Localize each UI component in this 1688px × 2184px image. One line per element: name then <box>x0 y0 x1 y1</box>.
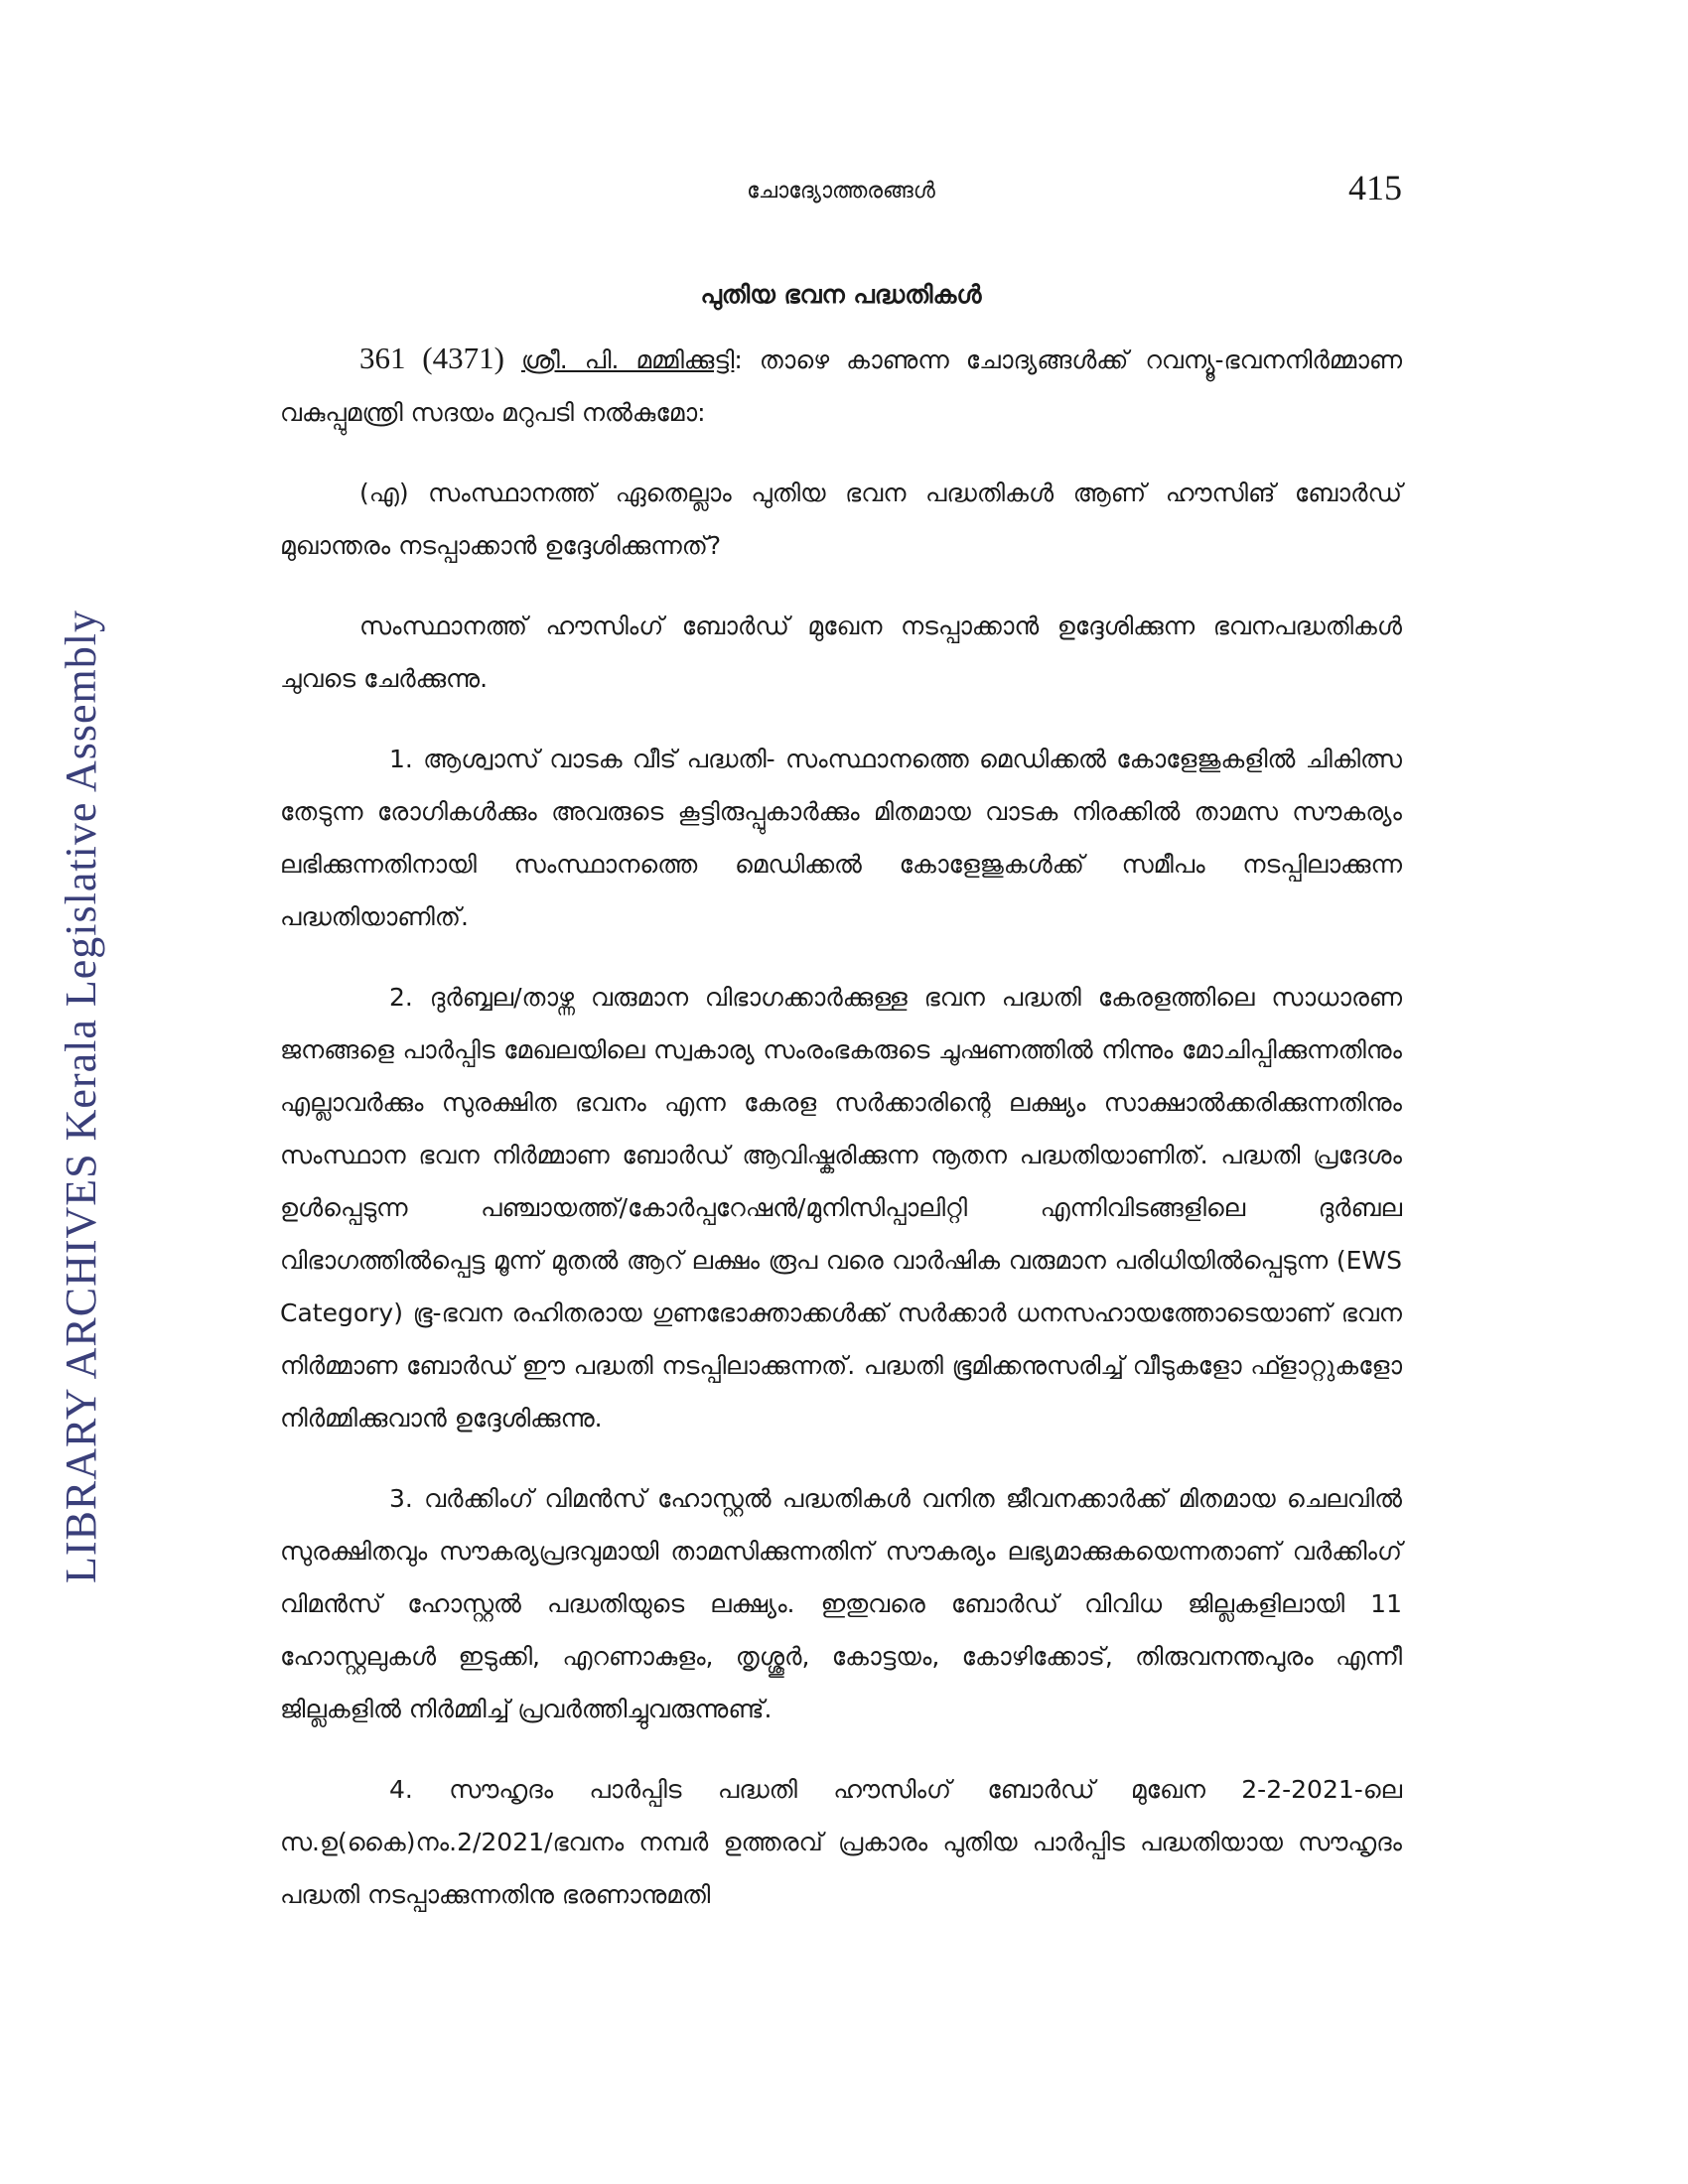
answer-intro: സംസ്ഥാനത്ത് ഹൗസിംഗ് ബോർഡ് മുഖേന നടപ്പാക്കാൻ ഉദ്ദേശിക്കുന്ന ഭവനപദ്ധതികൾ ചുവടെ ചേർക്കുന്നു. <box>280 612 1402 693</box>
answer-item-3: 3. വർക്കിംഗ് വിമൻസ് ഹോസ്റ്റൽ പദ്ധതികൾ വനിത ജീവനക്കാർക്ക് മിതമായ ചെലവിൽ സുരക്ഷിതവും സൗകര്യപ്രദവുമായി താമസിക്കുന്നതിന് സൗകര്യം ലഭ്യമാക്കുകയെന്നതാണ് വർക്കിംഗ് വിമൻസ് ഹോസ്റ്റൽ പദ്ധതിയുടെ ലക്ഷ്യം. ഇതുവരെ ബോർഡ് വിവിധ ജില്ലകളിലായി 11 ഹോസ്റ്റലുകൾ ഇടുക്കി, എറണാകുളം, തൃശ്ശൂർ, കോട്ടയം, കോഴിക്കോട്, തിരുവനന്തപുരം എന്നീ ജില്ലകളിൽ നിർമ്മിച്ച് പ്രവർത്തിച്ചുവരുന്നുണ്ട്. <box>280 1484 1402 1723</box>
section-heading: പുതിയ ഭവന പദ്ധതികൾ <box>700 280 982 309</box>
answer-item-1: 1. ആശ്വാസ് വാടക വീട് പദ്ധതി- സംസ്ഥാനത്തെ മെഡിക്കൽ കോളേജുകളിൽ ചികിത്സ തേടുന്ന രോഗികൾക്കും അവരുടെ കൂട്ടിരുപ്പുകാർക്കും മിതമായ വാടക നിരക്കിൽ താമസ സൗകര്യം ലഭിക്കുന്നതിനായി സംസ്ഥാനത്തെ മെഡിക്കൽ കോളേജുകൾക്ക് സമീപം നടപ്പിലാക്കുന്ന പദ്ധതിയാണിത്. <box>280 745 1402 931</box>
running-title: ചോദ്യോത്തരങ്ങൾ <box>747 179 935 204</box>
page-number: 415 <box>1348 168 1402 207</box>
library-watermark: LIBRARY ARCHIVES Kerala Legislative Assembly <box>57 610 105 1583</box>
document-body <box>280 268 1402 1921</box>
answer-item-2: 2. ദുർബ്ബല/താഴ്ന്ന വരുമാന വിഭാഗക്കാർക്കുള്ള ഭവന പദ്ധതി കേരളത്തിലെ സാധാരണ ജനങ്ങളെ പാർപ്പിട മേഖലയിലെ സ്വകാര്യ സംരംഭകരുടെ ചൂഷണത്തിൽ നിന്നും മോചിപ്പിക്കുന്നതിനും എല്ലാവർക്കും സുരക്ഷിത ഭവനം എന്ന കേരള സർക്കാരിന്റെ ലക്ഷ്യം സാക്ഷാൽക്കരിക്കുന്നതിനും സംസ്ഥാന ഭവന നിർമ്മാണ ബോർഡ് ആവിഷ്കരിക്കുന്ന നൂതന പദ്ധതിയാണിത്. പദ്ധതി പ്രദേശം ഉൾപ്പെടുന്ന പഞ്ചായത്ത്/കോർപ്പറേഷൻ/മുനിസിപ്പാലിറ്റി എന്നിവിടങ്ങളിലെ ദുർബല വിഭാഗത്തിൽപ്പെട്ട മൂന്ന് മുതൽ ആറ് ലക്ഷം രൂപ വരെ വാർഷിക വരുമാന പരിധിയിൽപ്പെടുന്ന (EWS Category) ഭൂ-ഭവന രഹിതരായ ഗുണഭോക്താക്കൾക്ക് സർക്കാർ ധനസഹായത്തോടെയാണ് ഭവന നിർമ്മാണ ബോർഡ് ഈ പദ്ധതി നടപ്പിലാക്കുന്നത്. പദ്ധതി ഭൂമിക്കനുസരിച്ച് വീടുകളോ ഫ്ളാറ്റുകളോ നിർമ്മിക്കുവാൻ ഉദ്ദേശിക്കുന്നു. <box>280 983 1402 1433</box>
member-name: ശ്രീ. പി. മമ്മിക്കുട്ടി <box>520 345 735 374</box>
question-paragraph <box>280 332 1402 439</box>
question-text: : താഴെ കാണുന്ന ചോദ്യങ്ങൾക്ക് റവന്യൂ-ഭവനനിർമ്മാണ വകുപ്പുമന്ത്രി സദയം മറുപടി നൽകുമോ: <box>280 345 1402 427</box>
question-number: 361 (4371) <box>359 341 504 375</box>
answer-item-4: 4. സൗഹൃദം പാർപ്പിട പദ്ധതി ഹൗസിംഗ് ബോർഡ് മുഖേന 2-2-2021-ലെ സ.ഉ(കൈ)നം.2/2021/ഭവനം നമ്പർ ഉത്തരവ് പ്രകാരം പുതിയ പാർപ്പിട പദ്ധതിയായ സൗഹൃദം പദ്ധതി നടപ്പാക്കുന്നതിനു ഭരണാനുമതി <box>280 1775 1402 1909</box>
sub-question: (എ) സംസ്ഥാനത്ത് ഏതെല്ലാം പുതിയ ഭവന പദ്ധതികൾ ആണ് ഹൗസിങ് ബോർഡ് മുഖാന്തരം നടപ്പാക്കാൻ ഉദ്ദേശിക്കുന്നത്? <box>280 478 1402 560</box>
running-header <box>280 167 1402 216</box>
